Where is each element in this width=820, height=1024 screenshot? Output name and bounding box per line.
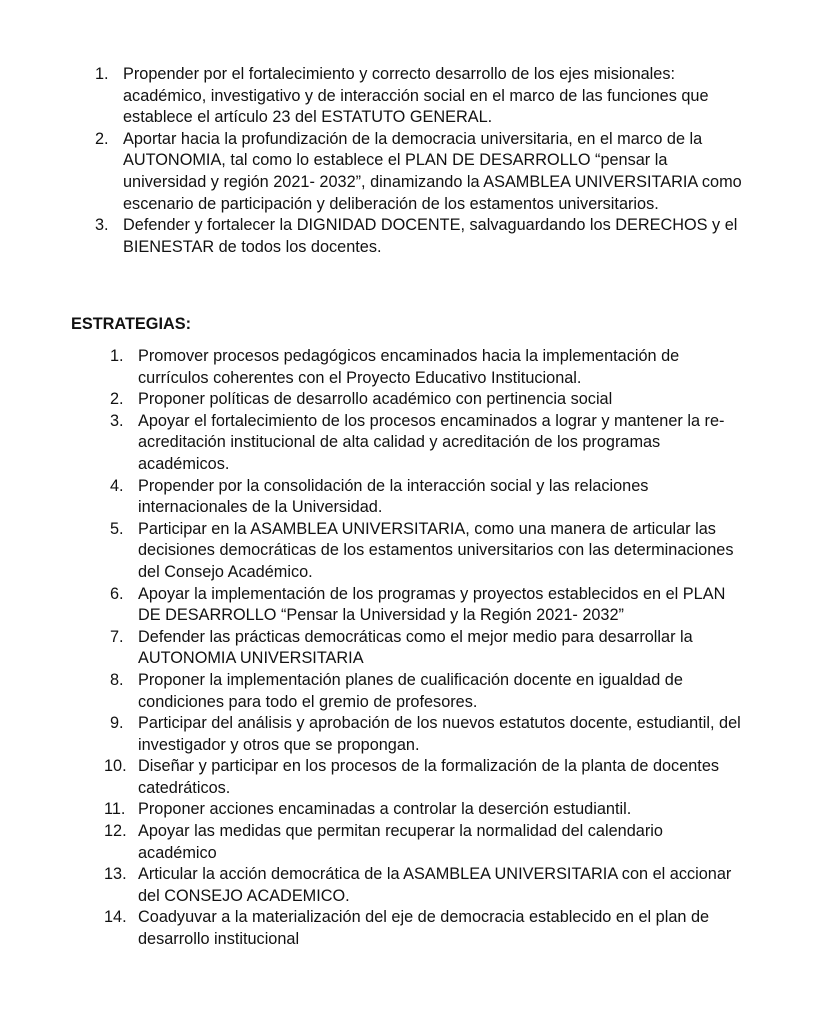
item-text: Articular la acción democrática de la ASAMBLEA UNIVERSITARIA con el accionar del CONSEJO ACADEMICO. xyxy=(138,865,732,905)
item-text: Apoyar la implementación de los programas y proyectos establecidos en el PLAN DE DESARROLLO “Pensar la Universidad y la Región 2021- 2032” xyxy=(138,584,726,625)
strategies-heading: ESTRATEGIAS: xyxy=(71,315,192,333)
item-number: 7. xyxy=(110,627,124,646)
objectives-list xyxy=(92,64,742,258)
item-number: 1. xyxy=(110,347,124,365)
item-text: Apoyar el fortalecimiento de los procesos encaminados a lograr y mantener la re-acreditación institucional de alta calidad y acreditación de los programas académicos. xyxy=(138,411,725,473)
item-number: 2. xyxy=(110,390,124,409)
item-number: 14. xyxy=(104,908,127,927)
list-item xyxy=(104,389,744,411)
item-number: 11. xyxy=(104,800,126,819)
item-number: 5. xyxy=(110,519,124,538)
item-text: Proponer la implementación planes de cualificación docente en igualdad de condiciones para todo el gremio de profesores. xyxy=(138,670,683,711)
item-number: 2. xyxy=(95,129,109,148)
item-text: Apoyar las medidas que permitan recuperar la normalidad del calendario académico xyxy=(138,822,663,862)
item-number: 1. xyxy=(95,65,109,83)
item-number: 4. xyxy=(110,476,124,495)
list-item xyxy=(104,411,744,476)
item-number: 10. xyxy=(104,757,127,776)
item-number: 6. xyxy=(110,584,124,603)
item-text: Participar del análisis y aprobación de los nuevos estatutos docente, estudiantil, del investigador y otros que se propongan. xyxy=(138,714,741,754)
item-number: 3. xyxy=(110,411,124,430)
list-item xyxy=(104,346,744,389)
list-item xyxy=(104,584,744,627)
item-number: 12. xyxy=(104,822,127,841)
item-text: Propender por la consolidación de la interacción social y las relaciones internacionales de la Universidad. xyxy=(138,476,649,517)
list-item xyxy=(92,129,742,215)
item-text: Participar en la ASAMBLEA UNIVERSITARIA, como una manera de articular las decisiones democráticas de los estamentos universitarios con las determinaciones del Consejo Académico. xyxy=(138,519,734,581)
item-text: Diseñar y participar en los procesos de la formalización de la planta de docentes catedráticos. xyxy=(138,757,720,797)
item-text: Defender y fortalecer la DIGNIDAD DOCENTE, salvaguardando los DERECHOS y el BIENESTAR de todos los docentes. xyxy=(123,216,738,256)
list-item xyxy=(104,519,744,584)
item-text: Proponer políticas de desarrollo académico con pertinencia social xyxy=(138,390,613,409)
list-item xyxy=(104,756,744,799)
list-item xyxy=(104,864,744,907)
item-text: Propender por el fortalecimiento y correcto desarrollo de los ejes misionales: académico, investigativo y de interacción social en el marco de las funciones que establece el artículo 23 del ESTATUTO GENERAL. xyxy=(123,65,709,127)
item-number: 8. xyxy=(110,670,124,689)
list-item xyxy=(104,713,744,756)
list-item xyxy=(104,670,744,713)
item-text: Proponer acciones encaminadas a controlar la deserción estudiantil. xyxy=(138,800,632,819)
item-text: Promover procesos pedagógicos encaminados hacia la implementación de currículos coherentes con el Proyecto Educativo Institucional. xyxy=(138,347,680,387)
item-text: Aportar hacia la profundización de la democracia universitaria, en el marco de la AUTONOMIA, tal como lo establece el PLAN DE DESARROLLO “pensar la universidad y región 2021- 2032”, dinamizando la ASAMBLEA UNIVERSITARIA como escenario de participación y deliberación de los estamentos universitarios. xyxy=(123,129,742,213)
list-item xyxy=(92,215,742,258)
strategies-list xyxy=(104,346,744,951)
list-item xyxy=(92,64,742,129)
list-item xyxy=(104,627,744,670)
item-number: 13. xyxy=(104,865,127,884)
list-item xyxy=(104,799,744,821)
list-item xyxy=(104,476,744,519)
list-item xyxy=(104,821,744,864)
item-number: 9. xyxy=(110,714,124,733)
item-text: Coadyuvar a la materialización del eje de democracia establecido en el plan de desarrollo institucional xyxy=(138,908,710,949)
list-item xyxy=(104,907,744,950)
item-text: Defender las prácticas democráticas como el mejor medio para desarrollar la AUTONOMIA UNIVERSITARIA xyxy=(138,627,693,668)
item-number: 3. xyxy=(95,216,109,235)
